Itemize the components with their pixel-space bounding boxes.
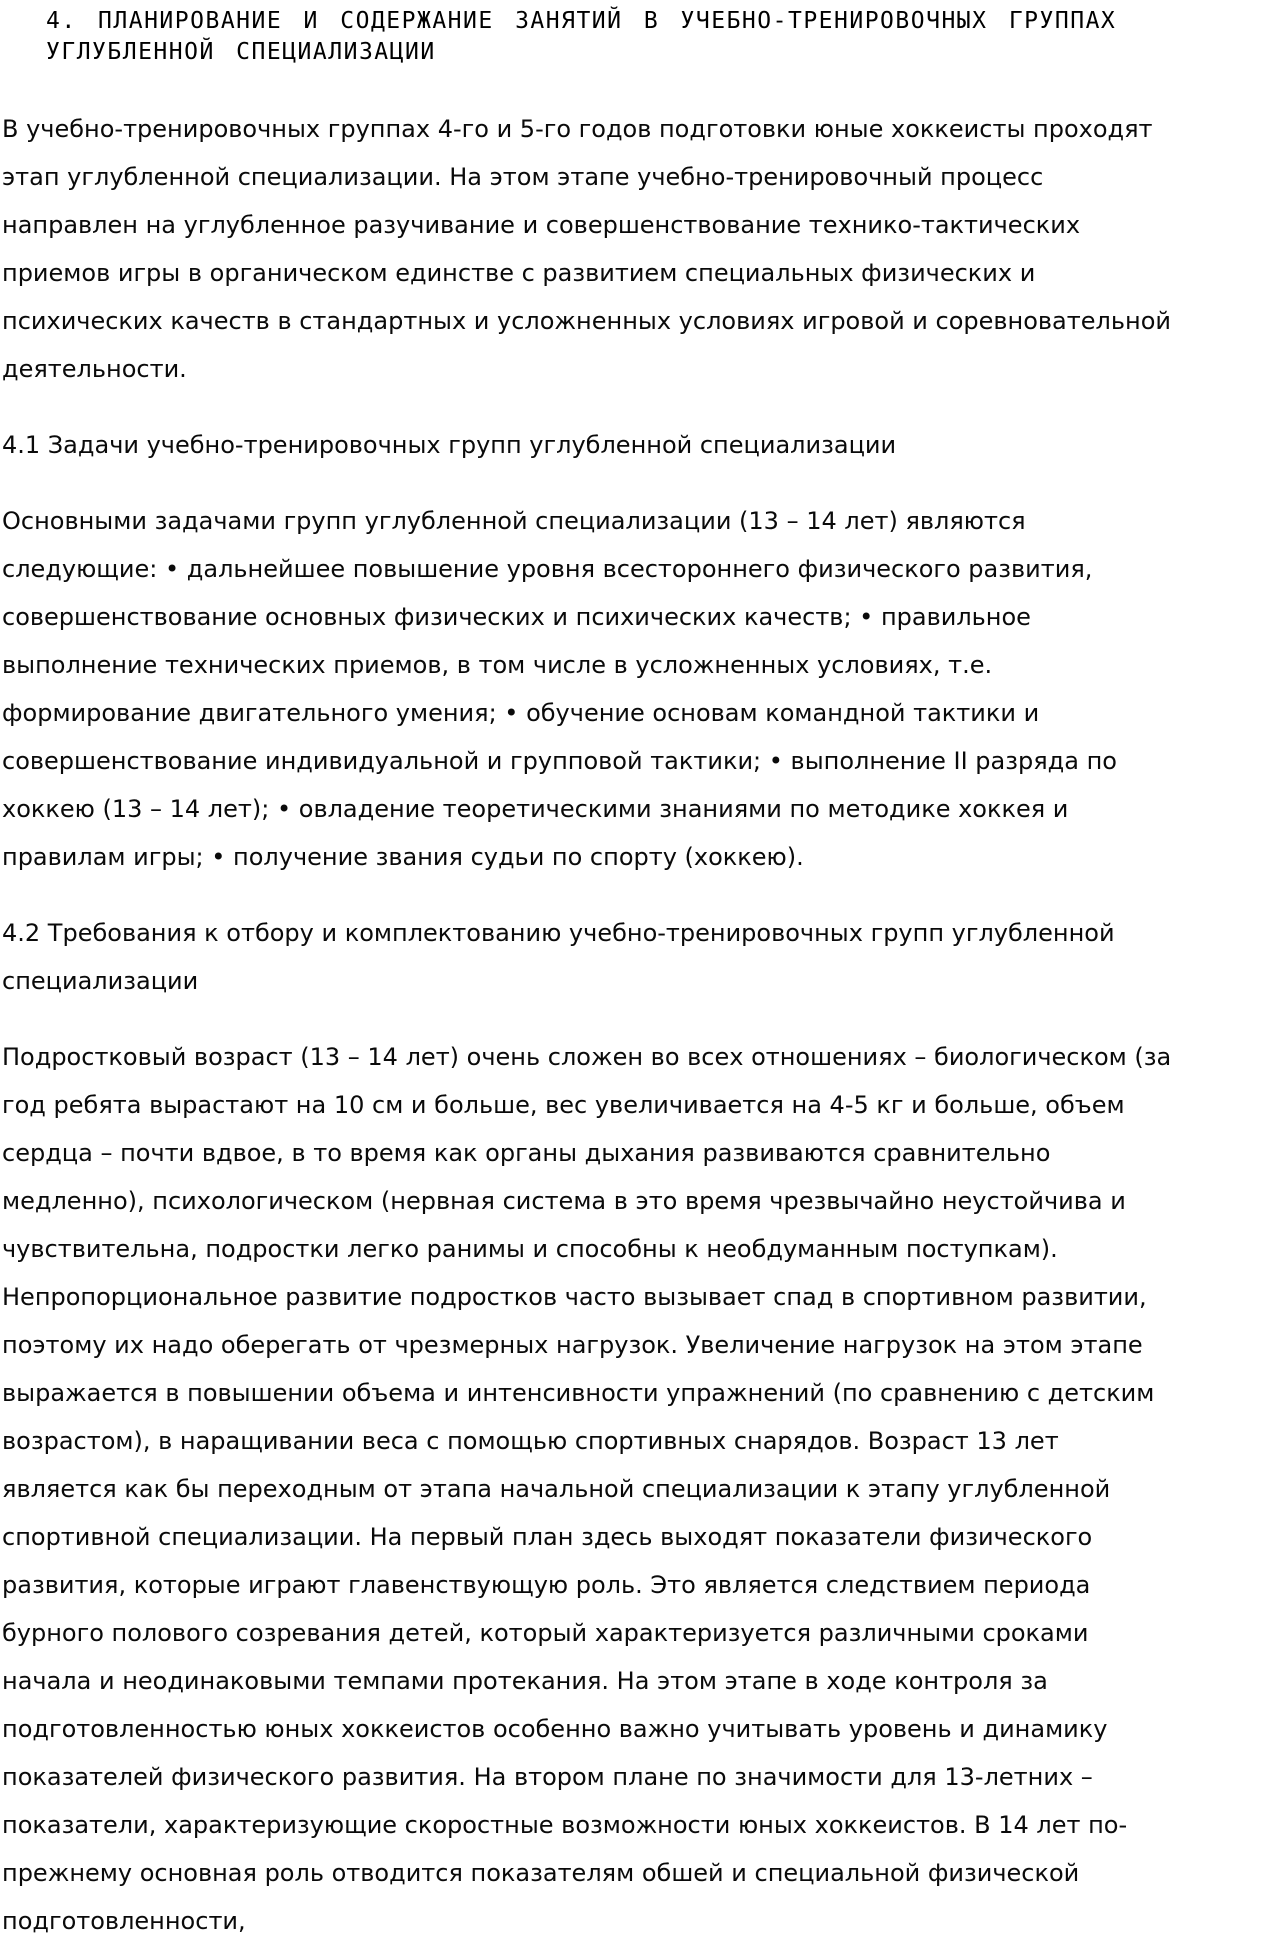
text-line: В учебно-тренировочных группах 4-го и 5-го годов подготовки юные хоккеисты проходят (2, 115, 1153, 143)
text-line: подготовленности, (2, 1907, 246, 1935)
text-line: год ребята вырастают на 10 см и больше, вес увеличивается на 4-5 кг и больше, объем (2, 1091, 1125, 1119)
text-line: формирование двигательного умения; • обучение основам командной тактики и (2, 699, 1040, 727)
text-line: медленно), психологическом (нервная система в это время чрезвычайно неустойчива и (2, 1187, 1126, 1215)
text-line: этап углубленной специализации. На этом этапе учебно-тренировочный процесс (2, 163, 1044, 191)
section-subheading (2, 909, 1270, 1005)
text-line: совершенствование индивидуальной и групповой тактики; • выполнение II разряда по (2, 747, 1117, 775)
text-line: специализации (2, 967, 199, 995)
text-line: выполнение технических приемов, в том числе в усложненных условиях, т.е. (2, 651, 993, 679)
text-line: совершенствование основных физических и психических качеств; • правильное (2, 603, 1031, 631)
paragraph (2, 105, 1270, 393)
text-line: выражается в повышении объема и интенсивности упражнений (по сравнению с детским (2, 1379, 1155, 1407)
text-line: начала и неодинаковыми темпами протекания. На этом этапе в ходе контроля за (2, 1667, 1048, 1695)
text-line: сердца – почти вдвое, в то время как органы дыхания развиваются сравнительно (2, 1139, 1051, 1167)
text-line: бурного полового созревания детей, который характеризуется различными сроками (2, 1619, 1089, 1647)
text-line: хоккею (13 – 14 лет); • овладение теоретическими знаниями по методике хоккея и (2, 795, 1069, 823)
text-line: развития, которые играют главенствующую роль. Это является следствием периода (2, 1571, 1091, 1599)
text-line: Подростковый возраст (13 – 14 лет) очень сложен во всех отношениях – биологическом (за (2, 1043, 1172, 1071)
text-line: чувствительна, подростки легко ранимы и способны к необдуманным поступкам). (2, 1235, 1058, 1263)
text-line: прежнему основная роль отводится показателям обшей и специальной физической (2, 1859, 1080, 1887)
text-line: следующие: • дальнейшее повышение уровня всестороннего физического развития, (2, 555, 1093, 583)
text-line: поэтому их надо оберегать от чрезмерных нагрузок. Увеличение нагрузок на этом этапе (2, 1331, 1143, 1359)
text-line: 4.1 Задачи учебно-тренировочных групп углубленной специализации (2, 431, 897, 459)
text-line: психических качеств в стандартных и усложненных условиях игровой и соревновательной (2, 307, 1171, 335)
text-line: Непропорциональное развитие подростков часто вызывает спад в спортивном развитии, (2, 1283, 1147, 1311)
text-line: УГЛУБЛЕННОЙ СПЕЦИАЛИЗАЦИИ (46, 39, 436, 65)
text-line: направлен на углубленное разучивание и совершенствование технико-тактических (2, 211, 1081, 239)
section-subheading (2, 421, 1270, 469)
text-line: показатели, характеризующие скоростные возможности юных хоккеистов. В 14 лет по- (2, 1811, 1128, 1839)
text-line: приемов игры в органическом единстве с развитием специальных физических и (2, 259, 1036, 287)
text-line: Основными задачами групп углубленной специализации (13 – 14 лет) являются (2, 507, 1026, 535)
text-line: правилам игры; • получение звания судьи по спорту (хоккею). (2, 843, 804, 871)
text-line: возрастом), в наращивании веса с помощью спортивных снарядов. Возраст 13 лет (2, 1427, 1059, 1455)
text-line: показателей физического развития. На втором плане по значимости для 13-летних – (2, 1763, 1093, 1791)
text-line: 4.2 Требования к отбору и комплектованию учебно-тренировочных групп углубленной (2, 919, 1115, 947)
text-line: 4. ПЛАНИРОВАНИЕ И СОДЕРЖАНИЕ ЗАНЯТИЙ В УЧЕБНО-ТРЕНИРОВОЧНЫХ ГРУППАХ (46, 8, 1117, 34)
text-line: спортивной специализации. На первый план здесь выходят показатели физического (2, 1523, 1093, 1551)
section-heading (2, 6, 1270, 68)
paragraph (2, 1033, 1270, 1945)
text-line: деятельности. (2, 355, 187, 383)
text-line: подготовленностью юных хоккеистов особенно важно учитывать уровень и динамику (2, 1715, 1108, 1743)
paragraph (2, 497, 1270, 881)
text-line: является как бы переходным от этапа начальной специализации к этапу углубленной (2, 1475, 1111, 1503)
